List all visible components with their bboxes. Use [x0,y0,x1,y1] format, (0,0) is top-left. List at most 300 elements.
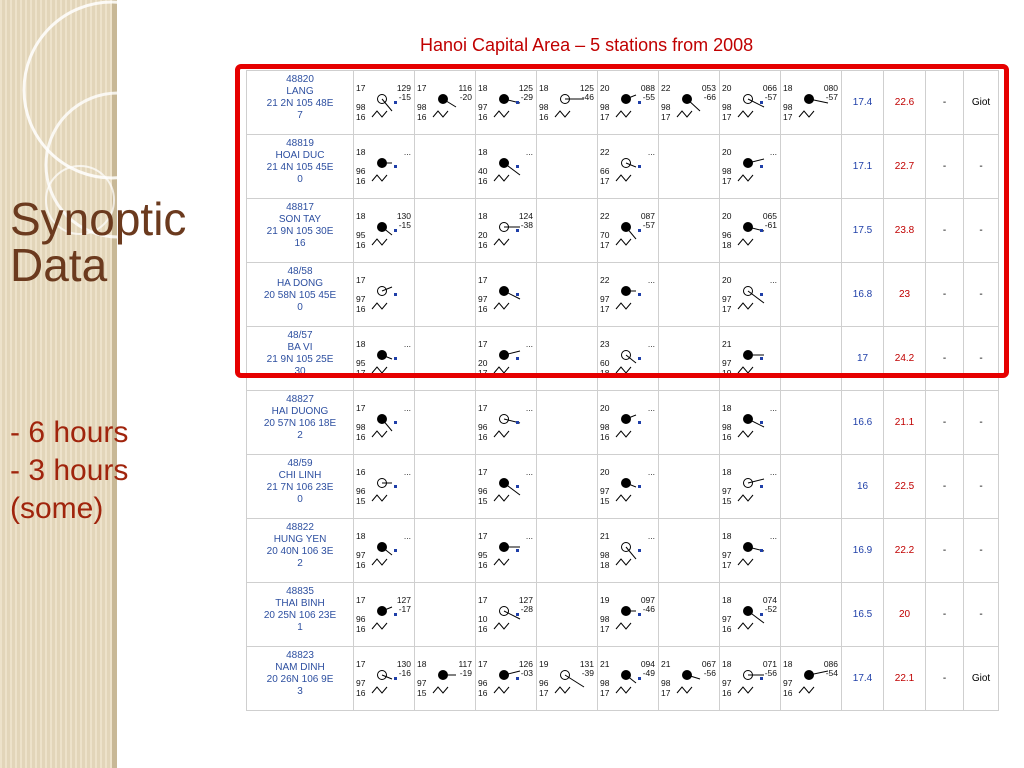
obs-value: 97 [722,294,732,304]
table-row [247,519,999,583]
value-tmax: 24.2 [884,327,926,391]
observation-cell [781,455,842,519]
obs-value: ... [525,467,533,477]
station-cell [247,263,354,327]
obs-value: 18 [539,83,549,93]
obs-value: -46 [642,604,655,614]
observation-cell [415,391,476,455]
station-name: HA DONG [276,278,324,289]
obs-value: 98 [783,102,793,112]
obs-value: 21 [722,339,732,349]
table-row [247,647,999,711]
obs-value: 16 [356,240,366,250]
observation-cell [659,647,720,711]
obs-value: -57 [764,92,777,102]
obs-value: 21 [661,659,671,669]
value-note: - [964,327,999,391]
obs-value: 20 [478,230,488,240]
obs-value: 15 [417,688,427,698]
obs-value: 97 [356,678,366,688]
observation-cell [537,647,598,711]
observation-cell [781,135,842,199]
value-tmax: 22.7 [884,135,926,199]
obs-value: 130 [396,211,411,221]
obs-value: -66 [703,92,716,102]
station-elev: 0 [297,174,303,185]
observation-cell [354,455,415,519]
obs-value: 18 [356,211,366,221]
obs-value: 19 [722,368,732,378]
obs-value: 19 [600,595,610,605]
observation-cell [537,455,598,519]
obs-value: ... [525,339,533,349]
obs-value: -39 [581,668,594,678]
value-rain: - [926,263,964,327]
obs-value: ... [769,403,777,413]
obs-value: 066 [762,83,777,93]
obs-value: -57 [825,92,838,102]
station-id: 48819 [286,138,314,149]
observation-cell [415,455,476,519]
slide-title [10,193,240,291]
obs-value: 087 [640,211,655,221]
station-cell [247,391,354,455]
station-id: 48823 [286,650,314,661]
obs-value: 98 [661,102,671,112]
obs-value: 17 [600,112,610,122]
station-coords: 21 7N 106 23E [266,482,334,493]
obs-value: 074 [762,595,777,605]
observation-cell [659,71,720,135]
obs-value: -20 [459,92,472,102]
observation-cell [415,327,476,391]
obs-value: -52 [764,604,777,614]
obs-value: 16 [417,112,427,122]
observation-cell [781,391,842,455]
obs-value: ... [403,467,411,477]
obs-value: ... [403,531,411,541]
value-tmin: 17.4 [842,647,884,711]
observation-cell [415,583,476,647]
value-note: - [964,135,999,199]
observation-cell [476,391,537,455]
observation-cell [354,263,415,327]
obs-value: 17 [478,595,488,605]
value-rain: - [926,583,964,647]
obs-value: 98 [539,102,549,112]
obs-value: 16 [478,240,488,250]
bullet-list [10,414,128,528]
value-note: - [964,263,999,327]
obs-value: 17 [600,624,610,634]
station-coords: 21 9N 105 25E [266,354,334,365]
obs-value: 98 [600,678,610,688]
value-tmax: 21.1 [884,391,926,455]
observation-cell [598,583,659,647]
obs-value: ... [769,275,777,285]
station-model-symbol [476,135,537,195]
observation-cell [781,647,842,711]
obs-value: 16 [783,688,793,698]
obs-value: 18 [478,83,488,93]
obs-value: 16 [722,624,732,634]
obs-value: ... [647,147,655,157]
value-tmax: 22.1 [884,647,926,711]
obs-value: 17 [600,688,610,698]
obs-value: 97 [600,294,610,304]
value-tmax: 20 [884,583,926,647]
station-id: 48/57 [287,330,313,341]
obs-value: 129 [396,83,411,93]
obs-value: 18 [356,147,366,157]
obs-value: 16 [722,432,732,442]
observation-cell [415,647,476,711]
observation-cell [720,327,781,391]
obs-value: -03 [520,668,533,678]
station-cell [247,327,354,391]
obs-value: 97 [722,486,732,496]
obs-value: 18 [722,240,732,250]
station-id: 48817 [286,202,314,213]
obs-value: 97 [356,294,366,304]
obs-value: 17 [600,176,610,186]
obs-value: 16 [539,112,549,122]
obs-value: 96 [478,422,488,432]
table-row [247,135,999,199]
value-tmin: 17 [842,327,884,391]
station-coords: 21 9N 105 30E [266,226,334,237]
station-elev: 0 [297,494,303,505]
obs-value: 17 [478,368,488,378]
observation-cell [354,647,415,711]
obs-value: 17 [783,112,793,122]
station-model-symbol [720,263,781,323]
observation-cell [415,263,476,327]
obs-value: 22 [600,275,610,285]
value-rain: - [926,327,964,391]
obs-value: -49 [642,668,655,678]
obs-value: 117 [458,659,472,669]
obs-value: 16 [356,112,366,122]
observation-cell [415,135,476,199]
obs-value: 18 [478,147,488,157]
obs-value: 065 [762,211,777,221]
obs-value: 17 [417,83,427,93]
observation-cell [415,71,476,135]
value-note: - [964,391,999,455]
observation-cell [598,135,659,199]
obs-value: 21 [600,659,610,669]
obs-value: 10 [478,614,488,624]
obs-value: 95 [356,230,366,240]
obs-value: 20 [722,147,732,157]
observation-cell [476,519,537,583]
station-cell [247,647,354,711]
obs-value: 96 [478,678,488,688]
station-coords: 20 26N 106 9E [266,674,334,685]
observation-cell [537,391,598,455]
table-caption: Hanoi Capital Area – 5 stations from 2008 [420,35,754,55]
obs-value: 17 [661,112,671,122]
table-row [247,327,999,391]
obs-value: 17 [722,112,732,122]
obs-value: 20 [478,358,488,368]
station-cell [247,519,354,583]
obs-value: 17 [356,659,366,669]
obs-value: -15 [398,92,411,102]
station-id: 48/58 [287,266,313,277]
station-id: 48/59 [287,458,313,469]
obs-value: 40 [478,166,488,176]
obs-value: 20 [722,83,732,93]
obs-value: ... [769,467,777,477]
obs-value: 094 [640,659,655,669]
station-model-symbol [720,327,781,387]
obs-value: 067 [701,659,716,669]
obs-value: 98 [722,422,732,432]
obs-value: 97 [478,102,488,112]
value-tmax: 23 [884,263,926,327]
obs-value: 18 [722,595,732,605]
obs-value: 124 [518,211,533,221]
value-note: - [964,519,999,583]
station-model-symbol [720,455,781,515]
station-coords: 20 58N 105 45E [263,290,337,301]
obs-value: 17 [722,176,732,186]
station-model-symbol [354,327,415,387]
obs-value: 98 [600,550,610,560]
station-model-symbol [354,455,415,515]
obs-value: -57 [642,220,655,230]
obs-value: 18 [783,83,793,93]
obs-value: 097 [640,595,655,605]
obs-value: ... [647,275,655,285]
obs-value: 18 [478,211,488,221]
station-elev: 1 [297,622,303,633]
obs-value: 20 [722,211,732,221]
value-rain: - [926,199,964,263]
obs-value: 16 [356,176,366,186]
obs-value: 16 [478,560,488,570]
obs-value: 98 [600,422,610,432]
observation-cell [415,519,476,583]
obs-value: ... [647,467,655,477]
observation-cell [476,327,537,391]
station-model-symbol [476,455,537,515]
obs-value: 17 [478,403,488,413]
obs-value: -28 [520,604,533,614]
obs-value: 18 [356,531,366,541]
obs-value: 080 [823,83,838,93]
observation-cell [720,71,781,135]
obs-value: ... [403,147,411,157]
observation-cell [781,327,842,391]
observation-cell [720,455,781,519]
station-elev: 16 [294,238,306,249]
observation-cell [598,519,659,583]
observation-cell [781,519,842,583]
observation-cell [781,71,842,135]
station-cell [247,583,354,647]
observation-cell [354,327,415,391]
station-model-symbol [598,327,659,387]
obs-value: ... [525,403,533,413]
table-row [247,263,999,327]
value-tmin: 16.6 [842,391,884,455]
station-cell [247,199,354,263]
value-tmin: 17.4 [842,71,884,135]
obs-value: 16 [356,432,366,442]
obs-value: 97 [600,486,610,496]
obs-value: 66 [600,166,610,176]
obs-value: 18 [722,467,732,477]
obs-value: 16 [356,304,366,314]
observation-cell [476,647,537,711]
obs-value: 97 [417,678,427,688]
observation-cell [537,199,598,263]
observation-cell [781,199,842,263]
observation-cell [720,583,781,647]
obs-value: 21 [600,531,610,541]
obs-value: 22 [600,147,610,157]
obs-value: 96 [356,166,366,176]
station-name: CHI LINH [278,470,322,481]
observation-cell [476,199,537,263]
obs-value: 18 [722,531,732,541]
obs-value: 98 [722,102,732,112]
value-rain: - [926,391,964,455]
obs-value: 16 [722,688,732,698]
station-name: NAM DINH [275,662,325,673]
station-name: THAI BINH [275,598,325,609]
observation-cell [720,199,781,263]
obs-value: 97 [356,550,366,560]
obs-value: 16 [478,432,488,442]
obs-value: ... [525,147,533,157]
obs-value: 18 [417,659,427,669]
obs-value: 17 [478,659,488,669]
observation-cell [598,263,659,327]
obs-value: 98 [722,166,732,176]
station-coords: 20 25N 106 23E [263,610,337,621]
station-model-symbol [720,391,781,451]
obs-value: 125 [579,83,594,93]
obs-value: 17 [356,595,366,605]
station-elev: 2 [297,558,303,569]
obs-value: 130 [396,659,411,669]
observation-cell [720,647,781,711]
obs-value: 98 [417,102,427,112]
obs-value: 96 [356,614,366,624]
station-model-symbol [354,391,415,451]
station-id: 48822 [286,522,314,533]
obs-value: ... [647,531,655,541]
obs-value: ... [647,403,655,413]
obs-value: 97 [722,358,732,368]
obs-value: 16 [356,467,366,477]
obs-value: 97 [722,614,732,624]
station-id: 48835 [286,586,314,597]
obs-value: 18 [783,659,793,669]
value-tmin: 16.8 [842,263,884,327]
station-name: BA VI [287,342,313,353]
observation-cell [354,199,415,263]
obs-value: -38 [520,220,533,230]
value-tmax: 23.8 [884,199,926,263]
observation-cell [537,135,598,199]
station-model-symbol [720,519,781,579]
observation-cell [598,327,659,391]
obs-value: 126 [518,659,533,669]
observation-cell [598,71,659,135]
obs-value: 97 [783,678,793,688]
obs-value: -54 [825,668,838,678]
observation-cell [598,455,659,519]
obs-value: 70 [600,230,610,240]
station-model-symbol [476,391,537,451]
station-coords: 20 57N 106 18E [263,418,337,429]
obs-value: 15 [600,496,610,506]
observation-cell [720,263,781,327]
observation-cell [659,327,720,391]
obs-value: 98 [600,102,610,112]
station-coords: 21 2N 105 48E [266,98,334,109]
observation-cell [415,199,476,263]
obs-value: 053 [701,83,716,93]
observation-cell [476,455,537,519]
obs-value: 17 [356,403,366,413]
station-model-symbol [598,519,659,579]
station-model-symbol [354,263,415,323]
obs-value: ... [769,147,777,157]
obs-value: 96 [356,486,366,496]
obs-value: 15 [722,496,732,506]
value-tmin: 16.5 [842,583,884,647]
obs-value: ... [403,339,411,349]
obs-value: -16 [398,668,411,678]
observation-cell [537,71,598,135]
observation-cell [537,263,598,327]
obs-value: 95 [356,358,366,368]
obs-value: 98 [356,102,366,112]
observation-cell [659,583,720,647]
station-model-symbol [354,135,415,195]
obs-value: 18 [722,659,732,669]
station-model-symbol [476,327,537,387]
obs-value: 98 [356,422,366,432]
observation-cell [781,583,842,647]
obs-value: 97 [478,294,488,304]
obs-value: 96 [478,486,488,496]
obs-value: -56 [764,668,777,678]
observation-cell [537,583,598,647]
obs-value: 17 [356,368,366,378]
obs-value: 20 [600,403,610,413]
observation-cell [476,135,537,199]
observation-cell [659,135,720,199]
station-elev: 7 [297,110,303,121]
bullet-item: - 3 hours [10,454,129,487]
obs-value: 18 [600,560,610,570]
obs-value: 17 [722,304,732,314]
station-coords: 20 40N 106 3E [266,546,334,557]
value-note: Giot [964,647,999,711]
table-row [247,71,999,135]
value-tmin: 17.1 [842,135,884,199]
obs-value: 17 [539,688,549,698]
value-tmin: 16 [842,455,884,519]
obs-value: 96 [722,230,732,240]
